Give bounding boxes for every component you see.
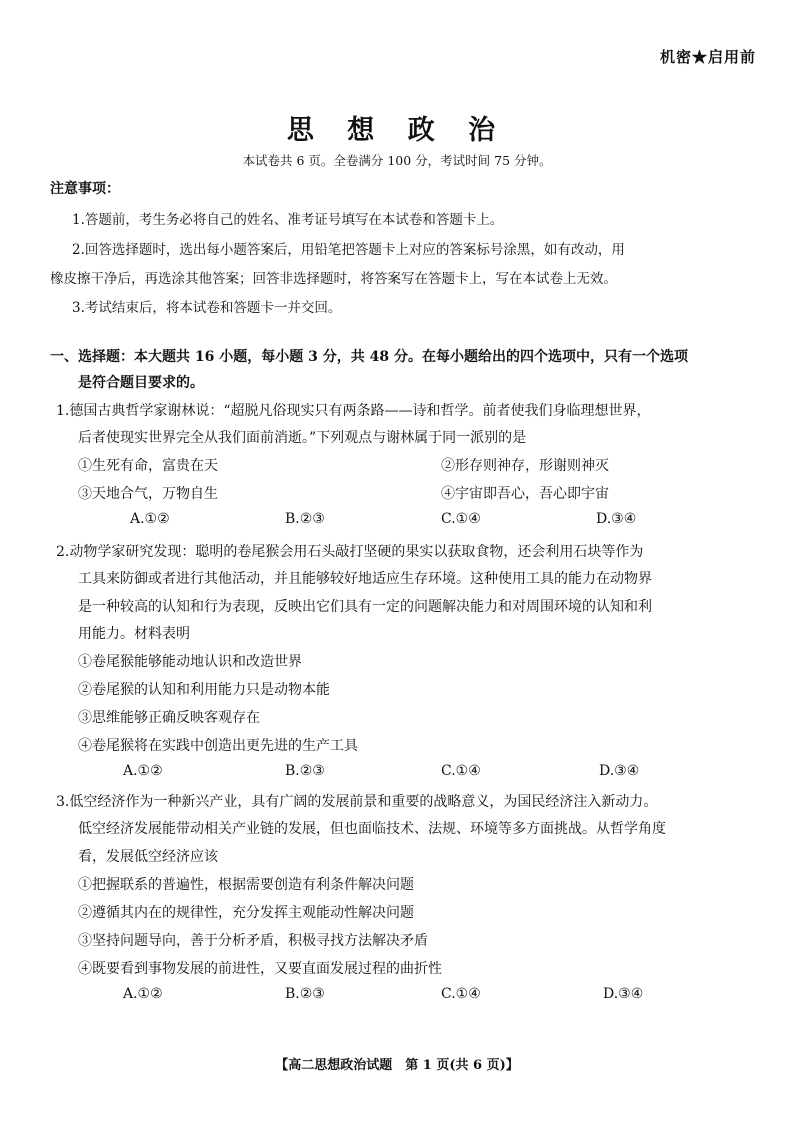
q2-option-b: B.②③ <box>285 763 325 779</box>
q3-statement-4: ④既要看到事物发展的前进性，又要直面发展过程的曲折性 <box>78 961 442 977</box>
notice-item-2-line-1: 2.回答选择题时，选出每小题答案后，用铅笔把答题卡上对应的答案标号涂黑，如有改动，用 <box>72 242 625 258</box>
notice-item-2-line-2: 橡皮擦干净后，再选涂其他答案；回答非选择题时，将答案写在答题卡上，写在本试卷上无效。 <box>50 271 617 287</box>
q1-stem-line-2: 后者使现实世界完全从我们面前消逝。”下列观点与谢林属于同一派别的是 <box>78 430 527 446</box>
page-title: 思 想 政 治 <box>286 115 508 146</box>
q3-statement-2: ②遵循其内在的规律性，充分发挥主观能动性解决问题 <box>78 905 414 921</box>
q3-statement-3: ③坚持问题导向，善于分析矛盾，积极寻找方法解决矛盾 <box>78 933 428 949</box>
confidential-label: 机密★启用前 <box>659 48 756 66</box>
q2-option-d: D.③④ <box>599 763 640 779</box>
q3-option-b: B.②③ <box>285 986 325 1002</box>
q2-option-c: C.①④ <box>441 763 481 779</box>
q2-option-a: A.①② <box>123 763 163 779</box>
q3-option-c: C.①④ <box>441 986 481 1002</box>
q2-statement-1: ①卷尾猴能够能动地认识和改造世界 <box>78 654 302 670</box>
q1-stem-line-1: 1.德国古典哲学家谢林说：“超脱凡俗现实只有两条路——诗和哲学。前者使我们身临理想世界， <box>56 403 651 419</box>
exam-info: 本试卷共 6 页。全卷满分 100 分，考试时间 75 分钟。 <box>242 153 552 168</box>
page-footer: 【高二思想政治试题 第 1 页(共 6 页)】 <box>275 1058 519 1073</box>
q2-statement-3: ③思维能够正确反映客观存在 <box>78 710 260 726</box>
q1-option-a: A.①② <box>130 511 170 527</box>
notice-item-3: 3.考试结束后，将本试卷和答题卡一并交回。 <box>72 300 342 316</box>
q3-stem-line-3: 看，发展低空经济应该 <box>78 849 218 865</box>
q1-statement-1: ①生死有命，富贵在天 <box>78 458 218 474</box>
q2-stem-line-2: 工具来防御或者进行其他活动，并且能够较好地适应生存环境。这种使用工具的能力在动物界 <box>78 571 652 587</box>
q1-statement-3: ③天地合气，万物自生 <box>78 486 218 502</box>
notice-heading: 注意事项： <box>50 181 120 197</box>
q3-stem-line-1: 3.低空经济作为一种新兴产业，具有广阔的发展前景和重要的战略意义，为国民经济注入新动力。 <box>56 794 658 810</box>
q2-stem-line-3: 是一种较高的认知和行为表现，反映出它们具有一定的问题解决能力和对周围环境的认知和利 <box>78 599 652 615</box>
q3-option-d: D.③④ <box>603 986 644 1002</box>
q1-option-b: B.②③ <box>285 511 325 527</box>
q2-stem-line-1: 2.动物学家研究发现：聪明的卷尾猴会用石头敲打坚硬的果实以获取食物，还会利用石块等作为 <box>56 544 644 560</box>
q3-option-a: A.①② <box>123 986 163 1002</box>
q2-stem-line-4: 用能力。材料表明 <box>78 626 190 642</box>
q1-option-d: D.③④ <box>596 511 637 527</box>
q1-statement-4: ④宇宙即吾心，吾心即宇宙 <box>441 486 609 502</box>
q1-statement-2: ②形存则神存，形谢则神灭 <box>441 458 609 474</box>
section-heading-line-2: 是符合题目要求的。 <box>78 375 204 391</box>
q2-statement-4: ④卷尾猴将在实践中创造出更先进的生产工具 <box>78 738 358 754</box>
q3-statement-1: ①把握联系的普遍性，根据需要创造有利条件解决问题 <box>78 877 414 893</box>
section-heading-line-1: 一、选择题：本大题共 16 小题，每小题 3 分，共 48 分。在每小题给出的四个选项中，只有一个选项 <box>50 349 688 365</box>
notice-item-1: 1.答题前，考生务必将自己的姓名、准考证号填写在本试卷和答题卡上。 <box>72 212 504 228</box>
q2-statement-2: ②卷尾猴的认知和利用能力只是动物本能 <box>78 682 330 698</box>
q1-option-c: C.①④ <box>441 511 481 527</box>
q3-stem-line-2: 低空经济发展能带动相关产业链的发展，但也面临技术、法规、环境等多方面挑战。从哲学角度 <box>78 821 666 837</box>
